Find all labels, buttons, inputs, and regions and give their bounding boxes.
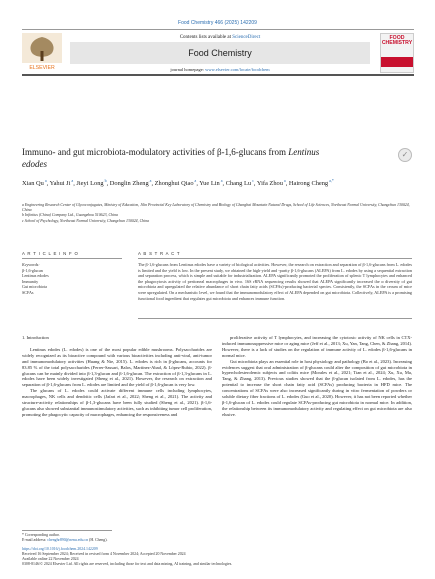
crossmark-glyph: ✓ [401,150,409,159]
abstract-bottom-divider [138,318,412,319]
left-paragraphs [22,347,212,418]
affiliations [22,203,412,224]
keyword-item: Gut microbiota [22,284,47,290]
abstract-heading: A B S T R A C T [138,251,181,256]
author-affiliation-marker[interactable]: c [251,178,254,183]
email-suffix: (H. Cheng). [88,538,108,543]
author-name[interactable]: Chang Lu [225,180,252,188]
email-line [22,538,412,543]
contents-line [70,35,370,40]
author-name[interactable]: Hairong Cheng [288,180,329,188]
author-name[interactable]: Yahui Ji [49,180,71,188]
author-name[interactable]: Jieyi Long [76,180,104,188]
copyright-line: 0308-8146/© 2024 Elsevier Ltd. All rights are reserved, including those for text and data mining, AI training, and similar technologies. [22,562,233,567]
received-dates: Received 16 September 2024; Received in revised form 4 November 2024; Accepted 20 November 2024 [22,552,186,557]
body-paragraph: proliferative activity of T lymphocytes, and increasing the cytotoxic activity of NK cells in CTX-induced immunosuppressive mice or aging mice (Jeff et al., 2013; Xu, Yan, Tang, Chen, & Zhang, 2014). However, there is a lack of studies on the regulation of immune activity of L. edodes β-1,6-glucans in normal mice. [222,335,412,358]
body-paragraph: The glucans of L. edodes could activate different immune cells including lymphocytes, macrophages, NK cells and dendritic cells (Jafari et al., 2022; Sheng et al., 2021). The activity and structure-activity relationships of β-1,3-glucans have been fully studied (Sheng et al., 2021). β-1,6-glucans also showed substantial immunostimulatory activities, such as inhibiting tumor cell proliferation, promoting the phagocytic capacity of macrophages, enhancing the responsiveness and [22,388,212,417]
body-paragraph: Gut microbiota plays an essential role in host physiology and pathology (Bo et al., 2023). Increasing evidences suggest that oral administration of β-glucans could alter the composition of gut microbiota in hypercholesterolemic subjects and colitis mice (Morales et al., 2021; Tian et al., 2024; Xu, Xu, Ma, Tang, & Zhang, 2013). Previous studies showed that the β-glucan isolated from L. edodes, has the potential to increase the short chain fatty acid (SCFAs) producing bacteria in HFD mice. The concentrations of SCFAs were also increased significantly during in vitro fermentation of powders or soluble dietary fiber fractions of L. edodes (Guo et al., 2020). However, it has not been reported whether β-1,6-glucan of L. edodes could regulate SCFAs-producing gut microbiota in normal mice. In addition, the relationship between its immunomodulatory activity and regulating effect on gut microbiota are also elusive. [222,358,412,417]
publication-details [22,547,412,567]
author-affiliation-marker[interactable]: a,* [328,178,334,183]
corresponding-author-note: * Corresponding author. [22,533,60,537]
article-title-main: Immuno- and gut microbiota-modulatory activities of β-1,6-glucans from [22,147,289,157]
keywords-heading: Keywords: [22,262,40,267]
homepage-line [70,67,370,72]
abstract-text: The β-1,6-glucans from Lentinus edodes have a variety of biological activities. However, the research on extraction and separation of β-1,6-glucans from L. edodes is limited and the yield is low. In the present study, we obtained the high-yield and -purity β-1,6-glucans (ALEPA) from L. edodes by using a sequential extraction and separation process, which is simple and suitable for industrialization. ALEPA significantly promoted the proliferation of splenic T lymphocytes and enhanced the phagocytosis activity of peritoneal macrophages in vivo. 16S rRNA sequencing results showed that ALEPA significantly increased the α diversity of gut microbiota and upregulated the relative abundance of short chain fatty acids (SCFAs)-producing bacterial species. Consistently, the SCFAs in the cecum of mice were upregulated. On a mechanistic level, we found that the immunomodulatory effect of ALEPA depended on gut microbiota. Collectively, ALEPA is a promising functional food ingredient that regulates gut microbiota and enhances immune function. [138,262,412,301]
footnote-divider [22,530,112,531]
info-divider [22,258,122,259]
keyword-list [22,268,122,296]
email-prefix: E-mail address: [22,538,48,543]
affiliation-line: b Infinitus (China) Company Ltd., Guangzhou 510623, China [22,213,118,218]
article-title [22,146,342,170]
contents-prefix: Contents lists available at [179,35,233,40]
sciencedirect-link[interactable]: ScienceDirect [232,35,261,40]
affiliation-line: a Engineering Research Center of Glycoconjugates, Ministry of Education, Jilin Provincial Key Laboratory of Chemistry and Biology of Changbai Mountain Natural Drugs, School of Life Sciences, Northeast Normal University, Changchun 130024, China [22,203,410,213]
keyword-item: SCFAs [22,289,34,295]
keyword-item: Immunity [22,278,39,284]
journal-citation[interactable]: Food Chemistry 466 (2025) 142209 [178,20,257,26]
elsevier-logo-text: ELSEVIER [29,65,55,71]
author-list: Xian Qu $^a$, Yahui Ji $^a$, Jieyi Long $^b$, Donglin Zheng $^a$, Zhonghui Qiao $^a$, Yue Lin $^a$, Chang Lu $^c$, Yifa Zhou $^a$, Hairong Cheng $^{a,*}$ [22,178,334,188]
article-info-heading: A R T I C L E I N F O [22,251,79,256]
elsevier-tree-logo [22,33,62,71]
body-column-right [222,335,412,418]
author-affiliation-marker[interactable]: a [193,178,197,183]
author-affiliation-marker[interactable]: a [70,178,74,183]
author-affiliation-marker[interactable]: a [43,178,47,183]
right-paragraphs [222,335,412,418]
author-name[interactable]: Donglin Zheng [109,180,149,188]
body-column-left [22,335,212,418]
email-link[interactable]: chenghr890@nenu.edu.cn [47,538,89,543]
author-affiliation-marker[interactable]: a [282,178,286,183]
body-paragraph: Lentinus edodes (L. edodes) is one of the most popular edible mushrooms. Polysaccharides are widely recognized as its bioactive compound with various bioactivities including anti-viral, anti-tumor and immunomodulatory activities (Huang & Nie, 2015). L. edodes is rich in β-glucans, accounts for 83.85 % of the total polysaccharides (Ferrer-Sassart, Balos, Martínez-Abad, & López-Rubio, 2022). β-glucans can be mainly divided into β-1,3-glucan and β-1,6-glucan. The extraction of β-1,3-glucans in L. edodes have been widely investigated (Sheng et al., 2021). However, the research on extraction and separation of β-1,6-glucans from L. edodes are limited and the yield of β-1,6-glucan is very low. [22,346,212,388]
doi-link[interactable]: https://doi.org/10.1016/j.foodchem.2024.142209 [22,547,98,551]
keyword-item: Lentinus edodes [22,273,49,279]
cover-title: FOOD CHEMISTRY [381,35,413,47]
author-name[interactable]: Xian Qu [22,180,44,188]
section-heading: 1. Introduction [22,335,49,340]
author-name[interactable]: Yue Lin [199,180,220,188]
author-name[interactable]: Zhonghui Qiao [154,180,194,188]
footnotes [22,533,412,543]
online-date: Available online 22 November 2024 [22,557,79,562]
homepage-link[interactable]: www.elsevier.com/locate/foodchem [205,67,270,72]
homepage-prefix: journal homepage: [170,67,206,72]
author-name[interactable]: Yifa Zhou [256,180,283,188]
cover-stripe [381,57,413,67]
author-affiliation-marker[interactable]: a [219,178,223,183]
author-affiliation-marker[interactable]: a [148,178,152,183]
journal-title: Food Chemistry [188,48,252,58]
affiliation-line: c School of Psychology, Northeast Normal University, Changchun 130024, China [22,218,150,223]
author-affiliation-marker[interactable]: b [103,178,107,183]
abstract-divider [138,258,412,259]
article-title-species: Lentinus edodes [22,147,320,169]
keyword-item: β-1,6-glucan [22,267,43,273]
keywords-block [22,262,122,296]
